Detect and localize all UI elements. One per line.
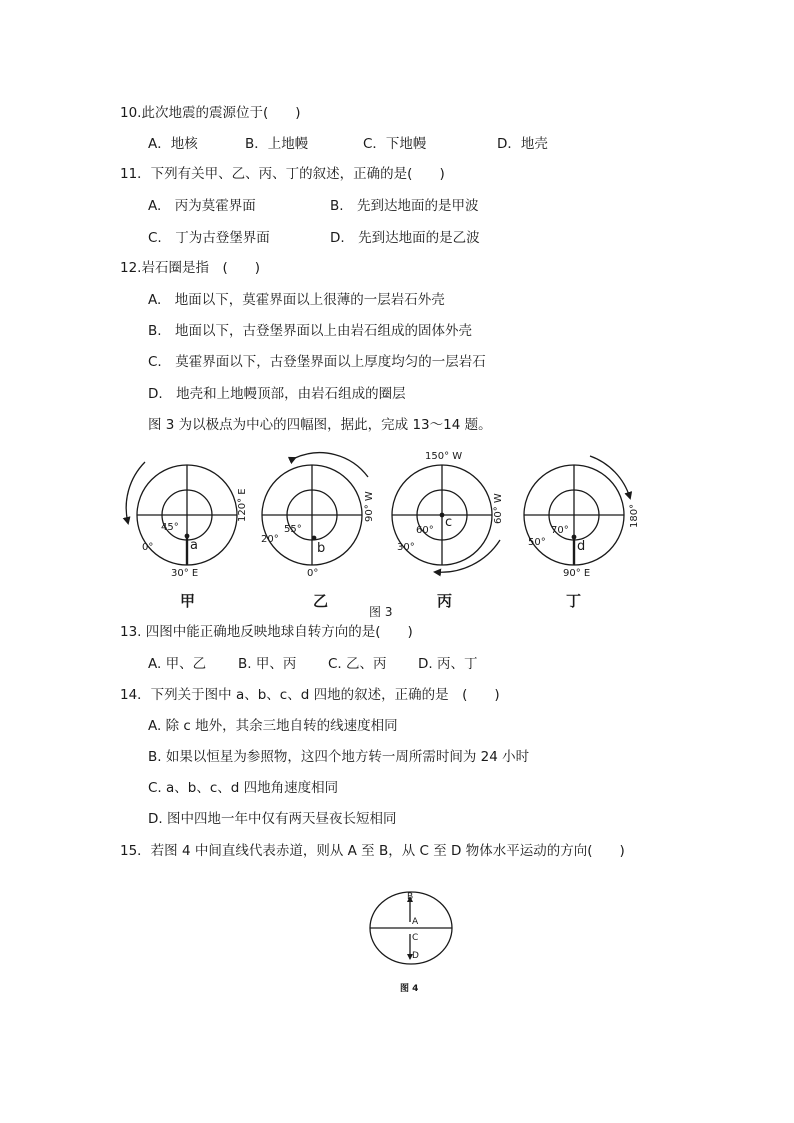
q11-stem: 11．下列有关甲、乙、丙、丁的叙述，正确的是( ) [120,166,445,182]
point-b-label: b [317,541,326,556]
side-jia: 120° E [237,488,248,522]
panel-name-jia: 甲 [180,592,196,610]
panel-name-bing: 丙 [437,592,453,610]
figure4-caption: 图 4 [400,984,419,994]
q12-option-b: B. 地面以下，古登堡界面以上由岩石组成的固体外壳 [148,323,473,339]
q12-option-a: A. 地面以下，莫霍界面以上很薄的一层岩石外壳 [148,292,445,308]
q13-option-a: A. 甲、乙 [148,656,207,672]
q11-option-d: D. 先到达地面的是乙波 [330,230,480,246]
panel-name-ding: 丁 [566,592,582,610]
q13-option-c: C. 乙、丙 [328,656,387,672]
q11-option-c: C. 丁为古登堡界面 [148,230,270,246]
q13-stem: 13. 四图中能正确地反映地球自转方向的是( ) [120,624,413,640]
bottom-ding: 90° E [563,568,591,579]
q13-option-b: B. 甲、丙 [238,656,297,672]
point-c-label: c [445,515,453,530]
point-a-label: a [190,538,198,553]
q14-option-b: B. 如果以恒星为参照物，这四个地方转一周所需时间为 24 小时 [148,749,530,765]
angle-bing: 60° [416,525,434,536]
label-c: C [412,933,419,943]
q11-option-b: B. 先到达地面的是甲波 [330,198,479,214]
panel-name-yi: 乙 [313,592,329,610]
q12-option-d: D. 地壳和上地幔顶部，由岩石组成的圈层 [148,386,406,402]
q12-stem: 12.岩石圈是指 ( ) [120,260,261,276]
point-d-dot [572,535,577,540]
side-bing: 60° W [493,493,504,524]
point-d-label: d [577,539,586,554]
figure3 [0,440,794,625]
panel-yi [262,453,368,565]
q13-option-d: D. 丙、丁 [418,656,478,672]
left-yi: 20° [261,534,279,545]
point-a-dot [185,534,190,539]
q10-option-b: B．上地幔 [245,136,309,152]
q10-option-d: D．地壳 [497,136,548,152]
side-yi: 90° W [364,491,375,522]
q15-stem: 15．若图 4 中间直线代表赤道，则从 A 至 B，从 C 至 D 物体水平运动的方向( ) [120,843,625,859]
left-bing: 30° [397,542,415,553]
left-ding: 50° [528,537,546,548]
angle-yi: 55° [284,524,302,535]
q14-option-a: A. 除 c 地外，其余三地自转的线速度相同 [148,718,398,734]
rotation-arrow-ding [590,456,630,498]
q14-option-c: C. a、b、c、d 四地角速度相同 [148,780,339,796]
angle-ding: 70° [551,525,569,536]
left-jia: 0° [142,542,154,553]
q11-option-a: A. 丙为莫霍界面 [148,198,256,214]
point-b-dot [312,536,317,541]
side-ding: 180° [629,503,640,528]
label-a: A [412,917,419,927]
rotation-arrow-bing [435,540,500,572]
figure3-intro: 图 3 为以极点为中心的四幅图，据此，完成 13～14 题。 [148,417,492,433]
top-bing: 150° W [425,451,463,462]
bottom-yi: 0° [307,568,319,579]
angle-jia: 45° [161,522,179,533]
label-d: D [412,951,419,961]
figure3-caption: 图 3 [369,605,393,619]
point-c-dot [440,513,445,518]
q10-stem: 10.此次地震的震源位于( ) [120,105,301,121]
q14-option-d: D. 图中四地一年中仅有两天昼夜长短相同 [148,811,397,827]
q10-option-a: A．地核 [148,136,198,152]
bottom-jia: 30° E [171,568,199,579]
label-b: B [407,892,414,902]
q10-option-c: C．下地幔 [363,136,427,152]
q12-option-c: C. 莫霍界面以下，古登堡界面以上厚度均匀的一层岩石 [148,354,486,370]
figure4 [360,882,460,992]
q14-stem: 14．下列关于图中 a、b、c、d 四地的叙述，正确的是 ( ) [120,687,500,703]
